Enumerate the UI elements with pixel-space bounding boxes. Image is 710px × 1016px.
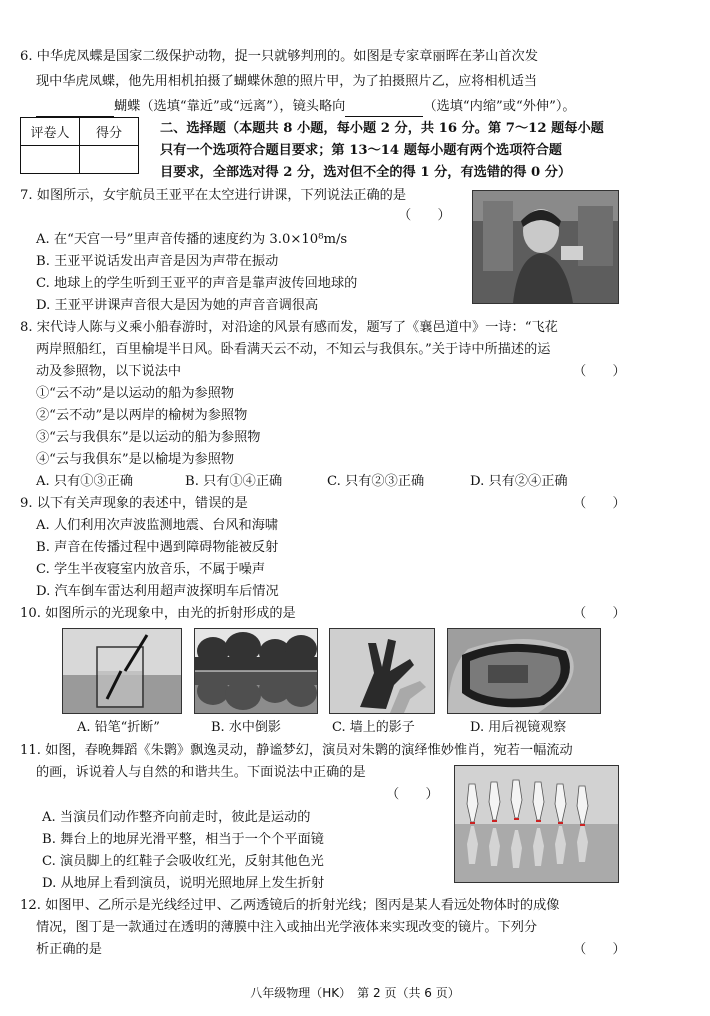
q8-line1: 8. 宋代诗人陈与义乘小船春游时，对沿途的风景有感而发，题写了《襄邑道中》一诗：“飞花 (20, 320, 558, 335)
q8-statement-2: ②“云不动”是以两岸的榆树为参照物 (36, 408, 248, 423)
q10-wall-shadow-photo (329, 628, 435, 714)
q8-option-a: A. 只有①③正确 (36, 474, 134, 489)
q11-option-d: D. 从地屏上看到演员，说明光照地屏上发生折射 (42, 876, 325, 891)
q9-option-b: B. 声音在传播过程中遇到障碍物能被反射 (36, 540, 279, 555)
q10-answer-paren[interactable]: （ ） (573, 606, 626, 621)
astronaut-image (473, 191, 618, 303)
q7-option-d: D. 王亚平讲课声音很大是因为她的声音音调很高 (36, 298, 319, 313)
q10-stem: 10. 如图所示的光现象中，由光的折射形成的是 (20, 606, 296, 621)
q11-dance-photo (454, 765, 619, 883)
q7-option-a: A. 在“天宫一号”里声音传播的速度约为 3.0×10⁸m/s (36, 232, 348, 247)
q7-answer-paren[interactable]: （ ） (398, 208, 451, 223)
q11-answer-paren[interactable]: （ ） (386, 787, 439, 802)
section2-line2: 只有一个选项符合题目要求；第 13～14 题每小题有两个选项符合题 (160, 143, 562, 158)
q8-line3: 动及参照物，以下说法中 (36, 364, 182, 379)
q10-option-b: B. 水中倒影 (211, 720, 281, 735)
q12-line1: 12. 如图甲、乙所示是光线经过甲、乙两透镜后的折射光线；图丙是某人看远处物体时的成像 (20, 898, 560, 913)
rearview-mirror-image (448, 629, 600, 713)
q6-line2: 现中华虎凤蝶，他先用相机拍摄了蝴蝶休憩的照片甲，为了拍摄照片乙，应将相机适当 (36, 74, 538, 89)
score-table (20, 117, 139, 174)
q7-astronaut-photo (472, 190, 619, 304)
q8-option-c: C. 只有②③正确 (327, 474, 425, 489)
q9-option-d: D. 汽车倒车雷达利用超声波探明车后情况 (36, 584, 279, 599)
q8-answer-paren[interactable]: （ ） (573, 364, 626, 379)
q11-option-b: B. 舞台上的地屏光滑平整，相当于一个个平面镜 (42, 832, 324, 847)
q8-statement-3: ③“云与我俱东”是以运动的船为参照物 (36, 430, 261, 445)
page-footer: 八年级物理（HK） 第 2 页（共 6 页） (250, 986, 460, 1000)
pencil-glass-image (63, 629, 181, 713)
q6-blank-1[interactable] (36, 102, 114, 117)
q8-statement-4: ④“云与我俱东”是以榆堤为参照物 (36, 452, 235, 467)
q9-option-c: C. 学生半夜寝室内放音乐，不属于噪声 (36, 562, 266, 577)
q10-option-d: D. 用后视镜观察 (470, 720, 567, 735)
score-table-score-header: 得分 (80, 118, 139, 146)
q12-line3: 析正确的是 (36, 942, 102, 957)
dancers-image (455, 766, 618, 882)
q12-line2: 情况，图丁是一款通过在透明的薄膜中注入或抽出光学液体来实现改变的镜片。下列分 (36, 920, 538, 935)
q10-rearview-mirror-photo (447, 628, 601, 714)
q7-option-c: C. 地球上的学生听到王亚平的声音是靠声波传回地球的 (36, 276, 358, 291)
q11-line2: 的画，诉说着人与自然的和谐共生。下面说法中正确的是 (36, 765, 366, 780)
q10-option-c: C. 墙上的影子 (332, 720, 415, 735)
q9-stem: 9. 以下有关声现象的表述中，错误的是 (20, 496, 248, 511)
q6-blank-2[interactable] (345, 102, 423, 117)
hand-shadow-image (330, 629, 434, 713)
q6-line3-text-a: 蝴蝶（选填“靠近”或“远离”），镜头略向 (114, 99, 346, 114)
q6-line3-text-b: （选填“内缩”或“外伸”）。 (423, 99, 576, 114)
score-table-score-cell[interactable] (80, 146, 139, 174)
q11-line1: 11. 如图，春晚舞蹈《朱鹮》飘逸灵动，静谧梦幻，演员对朱鹮的演绎惟妙惟肖，宛若一幅流动 (20, 743, 573, 758)
section2-line3: 目要求，全部选对得 2 分，选对但不全的得 1 分，有选错的得 0 分） (160, 165, 572, 180)
q11-option-c: C. 演员脚上的红鞋子会吸收红光，反射其他色光 (42, 854, 324, 869)
q8-option-b: B. 只有①④正确 (185, 474, 283, 489)
q8-line2: 两岸照船红，百里榆堤半日风。卧看满天云不动，不知云与我俱东。”关于诗中所描述的运 (36, 342, 551, 357)
section2-line1: 二、选择题（本题共 8 小题，每小题 2 分，共 16 分。第 7～12 题每小题 (160, 121, 604, 136)
q7-option-b: B. 王亚平说话发出声音是因为声带在振动 (36, 254, 279, 269)
score-table-grader-header: 评卷人 (21, 118, 80, 146)
q10-pencil-in-glass-photo (62, 628, 182, 714)
q7-stem: 7. 如图所示，女宇航员王亚平在太空进行讲课，下列说法正确的是 (20, 188, 407, 203)
q10-water-reflection-photo (194, 628, 318, 714)
q8-statement-1: ①“云不动”是以运动的船为参照物 (36, 386, 235, 401)
q6-line3 (36, 97, 576, 117)
q10-option-a: A. 铅笔“折断” (77, 720, 160, 735)
trees-reflection-image (195, 629, 317, 713)
q8-option-d: D. 只有②④正确 (470, 474, 568, 489)
q9-option-a: A. 人们利用次声波监测地震、台风和海啸 (36, 518, 279, 533)
q11-option-a: A. 当演员们动作整齐向前走时，彼此是运动的 (42, 810, 311, 825)
q9-answer-paren[interactable]: （ ） (573, 496, 626, 511)
score-table-grader-cell[interactable] (21, 146, 80, 174)
q12-answer-paren[interactable]: （ ） (573, 942, 626, 957)
q6-line1: 6. 中华虎凤蝶是国家二级保护动物，捉一只就够判刑的。如图是专家章丽晖在茅山首次发 (20, 49, 538, 64)
